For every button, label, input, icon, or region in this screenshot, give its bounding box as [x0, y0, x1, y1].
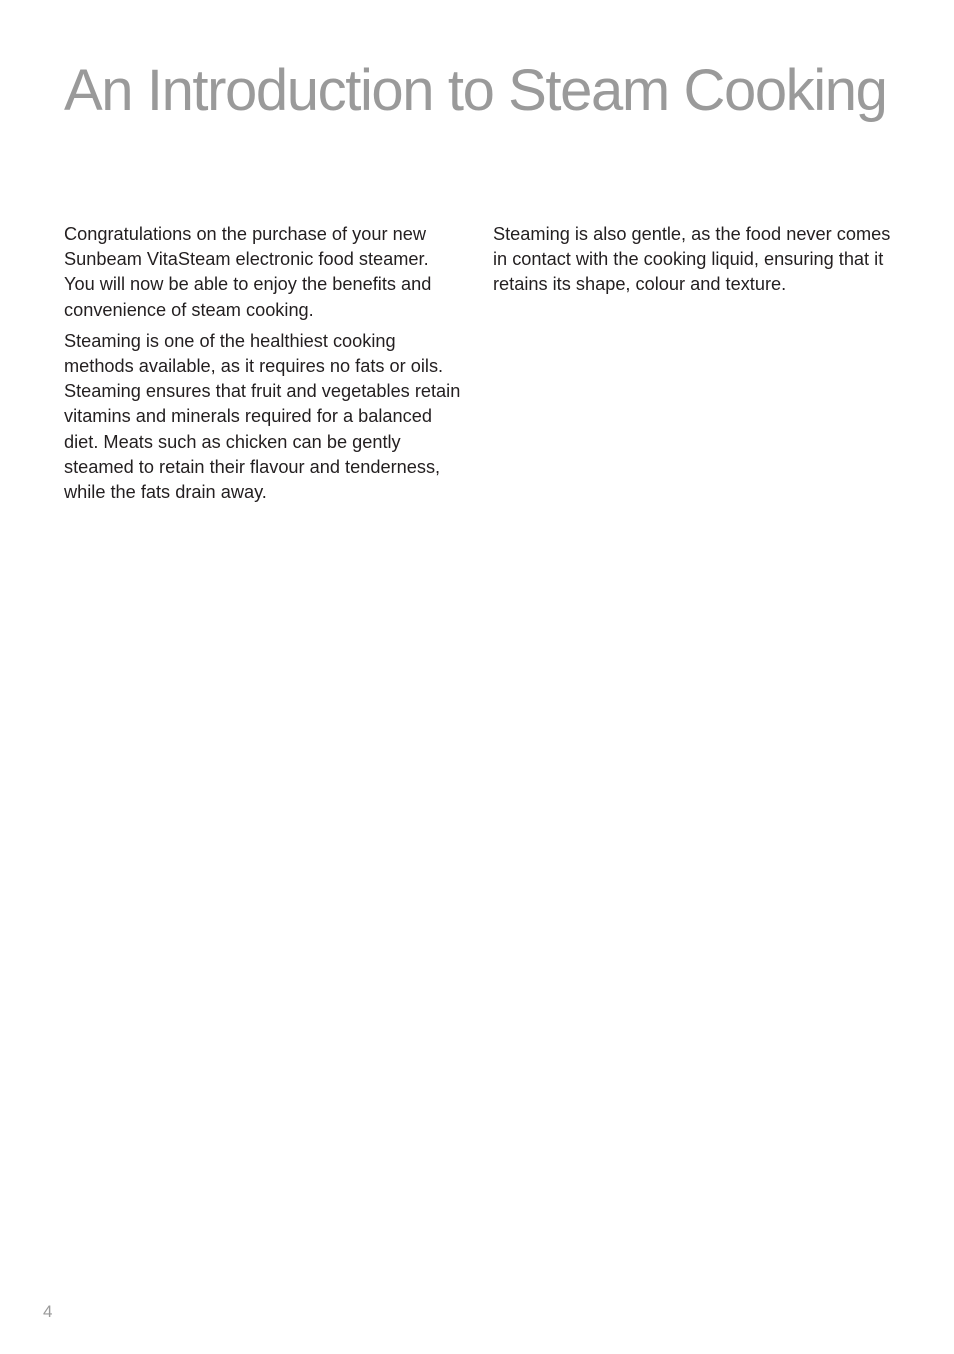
gentle-cooking-paragraph: Steaming is also gentle, as the food never comes in contact with the cooking liquid, ensuring that it retains its shape, colour and texture. [493, 224, 891, 295]
page-title: An Introduction to Steam Cooking [64, 58, 887, 123]
right-text-column [493, 222, 893, 304]
page-number: 4 [43, 1302, 53, 1321]
intro-paragraph: Congratulations on the purchase of your new Sunbeam VitaSteam electronic food steamer. You will now be able to enjoy the benefits and convenience of steam cooking. [64, 224, 432, 320]
health-benefits-paragraph: Steaming is one of the healthiest cooking methods available, as it requires no fats or oils. Steaming ensures that fruit and vegetables retain vitamins and minerals required for a balanced diet. Meats such as chicken can be gently steamed to retain their flavour and tenderness, while the fats drain away. [64, 330, 461, 503]
left-text-column [64, 222, 462, 511]
